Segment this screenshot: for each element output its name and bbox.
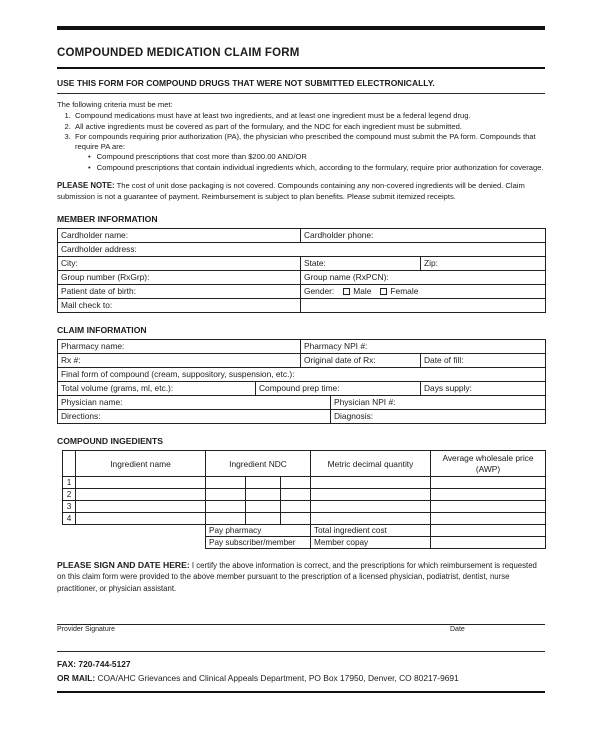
final-form-label: Final form of compound (cream, suppository, suspension, etc.): (61, 369, 295, 380)
mail-check-label-cell (58, 299, 301, 313)
cardholder-name-label: Cardholder name: (61, 230, 129, 241)
totals-row (63, 525, 546, 537)
claim-table-top (57, 339, 546, 382)
row-number: 1 (63, 477, 76, 489)
pa-bullet-list (75, 152, 545, 173)
table-row (58, 382, 546, 396)
sign-and-date-label: PLEASE SIGN AND DATE HERE: (57, 560, 190, 571)
ingredient-row (63, 513, 546, 525)
claim-table-mid (57, 381, 546, 396)
mail-check-label: Mail check to: (61, 300, 113, 311)
ingredients-section-heading: COMPOUND INGEDIENTS (57, 436, 163, 447)
cardholder-phone-field[interactable] (301, 229, 546, 243)
dob-label: Patient date of birth: (61, 286, 136, 297)
table-row (58, 271, 546, 285)
ndc-segment-2-field[interactable] (246, 501, 281, 513)
metric-quantity-header: Metric decimal quantity (311, 451, 431, 477)
ndc-segment-2-field[interactable] (246, 477, 281, 489)
pharmacy-name-label: Pharmacy name: (61, 341, 125, 352)
table-row (58, 243, 546, 257)
table-row (58, 396, 546, 410)
table-row (58, 410, 546, 424)
fax-number: 720-744-5127 (78, 658, 131, 669)
pa-bullet-text: Compound prescriptions that cost more than $200.00 AND/OR (96, 152, 307, 162)
final-form-field[interactable] (58, 368, 546, 382)
ndc-segment-3-field[interactable] (281, 513, 311, 525)
zip-label: Zip: (424, 258, 438, 269)
claim-section-heading: CLAIM INFORMATION (57, 325, 147, 336)
table-row (58, 354, 546, 368)
ndc-segment-2-field[interactable] (246, 513, 281, 525)
cardholder-phone-label: Cardholder phone: (304, 230, 374, 241)
member-table (57, 228, 546, 313)
original-date-label: Original date of Rx: (304, 355, 376, 366)
mail-check-field[interactable] (301, 299, 546, 313)
awp-field[interactable] (431, 513, 546, 525)
table-row (58, 257, 546, 271)
pharmacy-npi-field[interactable] (301, 340, 546, 354)
criteria-intro: The following criteria must be met: (57, 100, 173, 109)
ndc-segment-1-field[interactable] (206, 477, 246, 489)
date-label: Date (450, 625, 465, 633)
ingredient-name-field[interactable] (76, 489, 206, 501)
footer-rule (57, 651, 545, 652)
ingredient-row (63, 489, 546, 501)
pa-bullet (86, 152, 545, 162)
fax-line (57, 659, 545, 669)
physician-name-field[interactable] (58, 396, 331, 410)
diagnosis-field[interactable] (331, 410, 546, 424)
cardholder-address-label: Cardholder address: (61, 244, 137, 255)
criteria-item (73, 111, 545, 121)
fax-label: FAX: (57, 658, 77, 669)
cardholder-name-field[interactable] (58, 229, 301, 243)
top-rule (57, 26, 545, 30)
gender-label: Gender: (304, 286, 335, 297)
pa-bullet-text: Compound prescriptions that contain individual ingredients which, according to the formulary, require prior authorization for coverage. (96, 162, 544, 172)
ingredient-name-field[interactable] (76, 513, 206, 525)
criteria-item-text: For compounds requiring prior authorization (PA), the physician who prescribed the compound must submit the PA form. Compounds that require PA are: (75, 131, 536, 151)
state-label: State: (304, 258, 326, 269)
mail-label: OR MAIL: (57, 672, 96, 683)
criteria-list (57, 111, 545, 173)
metric-quantity-field[interactable] (311, 477, 431, 489)
headline-rule (57, 93, 545, 94)
date-of-fill-label: Date of fill: (424, 355, 464, 366)
ingredient-row (63, 477, 546, 489)
physician-npi-field[interactable] (331, 396, 546, 410)
awp-field[interactable] (431, 477, 546, 489)
group-number-label: Group number (RxGrp): (61, 272, 150, 283)
male-checkbox[interactable] (343, 288, 350, 295)
signature-block (57, 624, 545, 637)
ndc-segment-1-field[interactable] (206, 489, 246, 501)
awp-field[interactable] (431, 501, 546, 513)
physician-npi-label: Physician NPI #: (334, 397, 396, 408)
zip-field[interactable] (421, 257, 546, 271)
please-note (57, 181, 545, 203)
pharmacy-npi-label: Pharmacy NPI #: (304, 341, 368, 352)
metric-quantity-field[interactable] (311, 513, 431, 525)
table-row (58, 229, 546, 243)
pay-pharmacy-label-cell: Pay pharmacy (206, 525, 311, 537)
total-volume-label: Total volume (grams, ml, etc.): (61, 383, 174, 394)
totals-row (63, 537, 546, 549)
awp-header: Average wholesale price (AWP) (431, 451, 546, 477)
ingredients-header-row (63, 451, 546, 477)
ingredient-ndc-header: Ingredient NDC (206, 451, 311, 477)
pharmacy-name-field[interactable] (58, 340, 301, 354)
row-number: 3 (63, 501, 76, 513)
member-section-heading: MEMBER INFORMATION (57, 214, 158, 225)
pay-subscriber-label-cell: Pay subscriber/member (206, 537, 311, 549)
criteria-item (73, 132, 545, 173)
awp-field[interactable] (431, 489, 546, 501)
metric-quantity-field[interactable] (311, 501, 431, 513)
ingredient-row (63, 501, 546, 513)
ndc-segment-3-field[interactable] (281, 489, 311, 501)
directions-label: Directions: (61, 411, 101, 422)
bottom-rule (57, 691, 545, 693)
total-ingredient-cost-label-cell: Total ingredient cost (311, 525, 431, 537)
total-volume-field[interactable] (58, 382, 256, 396)
ndc-segment-1-field[interactable] (206, 501, 246, 513)
ingredient-name-field[interactable] (76, 501, 206, 513)
title-rule (57, 67, 545, 69)
headline: USE THIS FORM FOR COMPOUND DRUGS THAT WERE NOT SUBMITTED ELECTRONICALLY. (57, 78, 435, 88)
sign-and-date-paragraph (57, 559, 545, 593)
group-number-field[interactable] (58, 271, 301, 285)
physician-name-label: Physician name: (61, 397, 123, 408)
table-row (58, 299, 546, 313)
sign-and-date-text: I certify the above information is correct, and the prescriptions for which reimbursement is requested on this claim form were provided to the above member pursuant to the prescription of a licensed physician, podiatrist, dentist, nurse practitioner, or physician assistant. (57, 561, 537, 593)
days-supply-label: Days supply: (424, 383, 472, 394)
ndc-segment-3-field[interactable] (281, 477, 311, 489)
female-label: Female (390, 286, 419, 297)
city-label: City: (61, 258, 78, 269)
original-date-field[interactable] (301, 354, 421, 368)
ingredients-table (62, 450, 546, 549)
mail-line (57, 673, 545, 683)
days-supply-field[interactable] (421, 382, 546, 396)
diagnosis-label: Diagnosis: (334, 411, 374, 422)
directions-field[interactable] (58, 410, 331, 424)
female-checkbox[interactable] (380, 288, 387, 295)
form-title: COMPOUNDED MEDICATION CLAIM FORM (57, 47, 300, 59)
spacer-cell (63, 525, 206, 537)
state-field[interactable] (301, 257, 421, 271)
rx-number-label: Rx #: (61, 355, 81, 366)
ingredient-name-header: Ingredient name (76, 451, 206, 477)
please-note-label: PLEASE NOTE: (57, 180, 115, 190)
table-row (58, 285, 546, 299)
total-ingredient-cost-field[interactable] (431, 525, 546, 537)
prep-time-label: Compound prep time: (259, 383, 340, 394)
male-label: Male (353, 286, 372, 297)
row-number-header (63, 451, 76, 477)
metric-quantity-field[interactable] (311, 489, 431, 501)
member-copay-field[interactable] (431, 537, 546, 549)
group-name-label: Group name (RxPCN): (304, 272, 389, 283)
provider-signature-label: Provider Signature (57, 625, 115, 633)
ndc-segment-3-field[interactable] (281, 501, 311, 513)
table-row (58, 340, 546, 354)
claim-table-bottom (57, 395, 546, 424)
member-copay-label-cell: Member copay (311, 537, 431, 549)
dob-field[interactable] (58, 285, 301, 299)
date-of-fill-field[interactable] (421, 354, 546, 368)
criteria-item (73, 122, 545, 132)
ndc-segment-2-field[interactable] (246, 489, 281, 501)
criteria-item-text: All active ingredients must be covered as part of the formulary, and the NDC for each ingredient must be submitted. (75, 121, 462, 131)
ingredient-name-field[interactable] (76, 477, 206, 489)
cardholder-address-field[interactable] (58, 243, 546, 257)
mail-address: COA/AHC Grievances and Clinical Appeals Department, PO Box 17950, Denver, CO 80217-9691 (97, 672, 459, 683)
gender-field (301, 285, 546, 299)
table-row (58, 368, 546, 382)
signature-labels (57, 625, 545, 637)
ndc-segment-1-field[interactable] (206, 513, 246, 525)
criteria-item-text: Compound medications must have at least two ingredients, and at least one ingredient must be a federal legend drug. (75, 111, 471, 121)
pa-bullet (86, 163, 545, 173)
please-note-text: The cost of unit dose packaging is not covered. Compounds containing any non-covered ingredients will be denied. Claim submission is not a guarantee of payment. Reimbursement is subject to plan benefits. Please submit itemized receipts. (57, 180, 525, 201)
city-field[interactable] (58, 257, 301, 271)
rx-number-field[interactable] (58, 354, 301, 368)
prep-time-field[interactable] (256, 382, 421, 396)
row-number: 2 (63, 489, 76, 501)
group-name-field[interactable] (301, 271, 546, 285)
row-number: 4 (63, 513, 76, 525)
spacer-cell (63, 537, 206, 549)
